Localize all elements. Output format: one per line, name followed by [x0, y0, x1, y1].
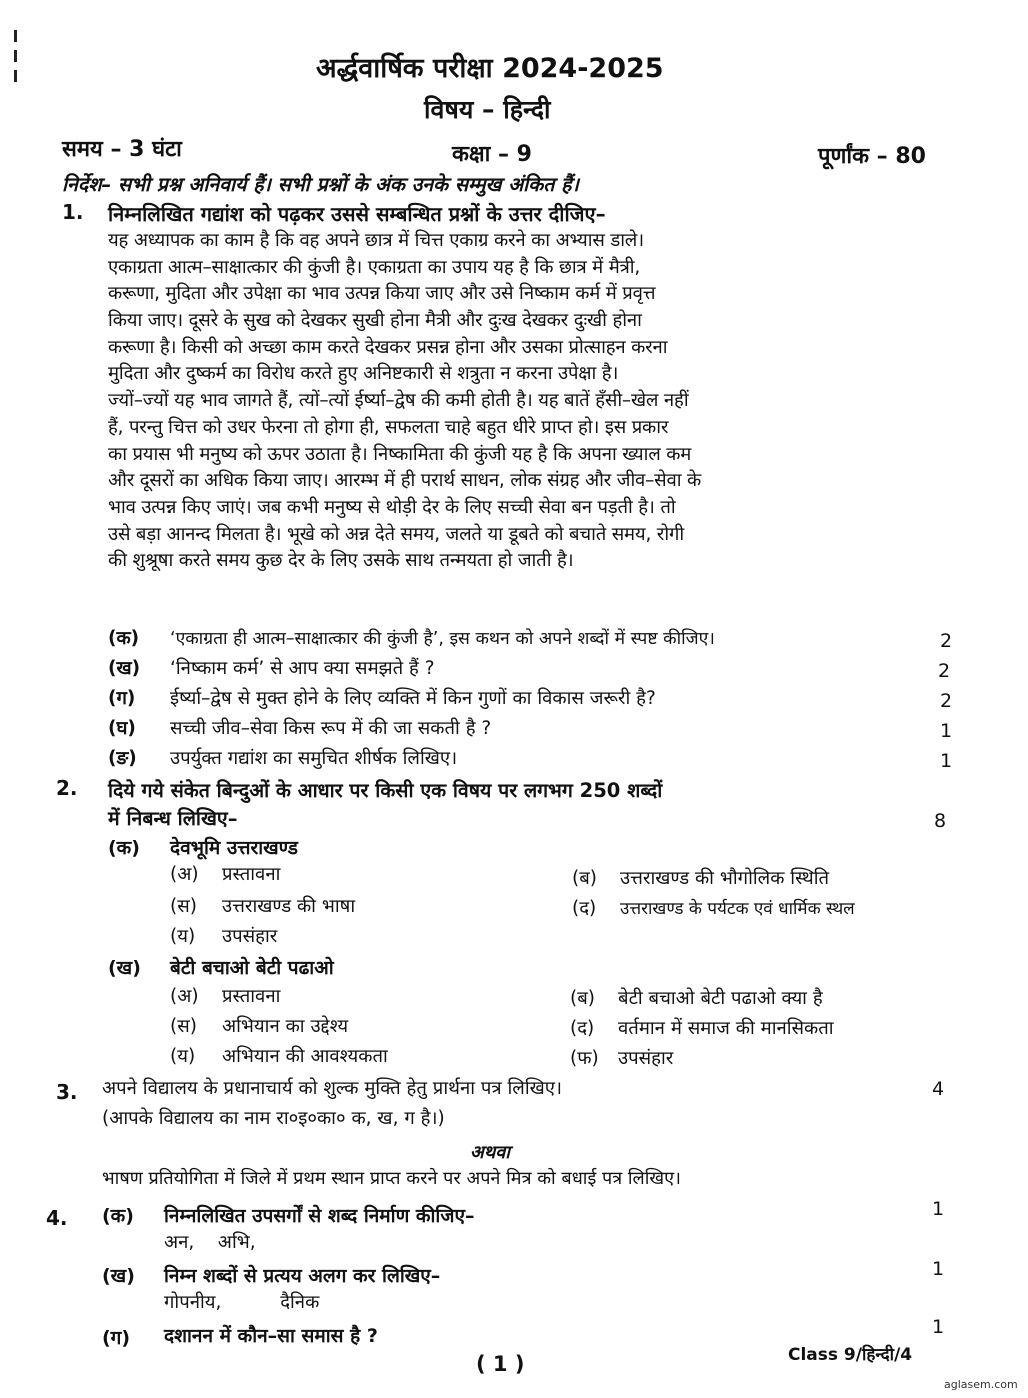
point-text: बेटी बचाओ बेटी पढाओ क्या है	[618, 988, 823, 1009]
q1d-marks: 1	[940, 720, 953, 742]
point-text: अभियान का उद्देश्य	[222, 1016, 349, 1037]
passage-line: करूणा, मुदिता और उपेक्षा का भाव उत्पन्न किया जाए और उसे निष्काम कर्म में प्रवृत्त	[108, 283, 656, 305]
q2-topic-a-label: (क)	[108, 837, 140, 859]
paper-code: Class 9/हिन्दी/4	[788, 1345, 913, 1365]
point-label: (फ)	[570, 1048, 599, 1069]
q2-number: 2.	[56, 776, 78, 800]
q4a-label: (क)	[102, 1205, 134, 1227]
point-label: (ब)	[570, 988, 595, 1009]
q4b-label: (ख)	[102, 1265, 135, 1287]
point-label: (य)	[170, 1046, 196, 1067]
point-label: (द)	[572, 898, 597, 919]
passage-line: हैं, परन्तु चित्त को उधर फेरना तो होगा ही, सफलता चाहे बहुत धीरे प्राप्त हो। इस प्रकार	[108, 416, 669, 438]
q3-text: अपने विद्यालय के प्रधानाचार्य को शुल्क मुक्ति हेतु प्रार्थना पत्र लिखिए।	[102, 1078, 562, 1099]
q1b-label: (ख)	[108, 658, 141, 679]
q2-topic-b-label: (ख)	[108, 957, 141, 979]
q4b-text: निम्न शब्दों से प्रत्यय अलग कर लिखिए–	[164, 1265, 441, 1287]
q4a-words: अन, अभि,	[164, 1232, 256, 1253]
q1c-label: (ग)	[108, 688, 136, 709]
q2-heading-cont: में निबन्ध लिखिए–	[108, 807, 238, 830]
passage-line: भाव उत्पन्न किए जाएं। जब कभी मनुष्य से थोड़ी देर के लिए सच्ची सेवा बन पड़ती है। तो	[108, 496, 676, 518]
q3-marks: 4	[932, 1078, 945, 1100]
watermark-site: aglasem.com	[944, 1378, 1018, 1391]
q2-topic-b-title: बेटी बचाओ बेटी पढाओ	[170, 957, 334, 979]
q4c-label: (ग)	[102, 1327, 131, 1349]
q1e-label: (ङ)	[108, 748, 137, 769]
point-text: अभियान की आवश्यकता	[222, 1046, 388, 1067]
q2-heading: दिये गये संकेत बिन्दुओं के आधार पर किसी एक विषय पर लगभग 250 शब्दों	[108, 779, 663, 802]
subject-title: विषय – हिन्दी	[424, 95, 551, 124]
point-text: प्रस्तावना	[222, 864, 281, 885]
point-text: उत्तराखण्ड की भौगोलिक स्थिति	[620, 868, 830, 889]
point-text: प्रस्तावना	[222, 986, 281, 1007]
point-text: उत्तराखण्ड की भाषा	[222, 896, 356, 917]
q3-number: 3.	[56, 1080, 78, 1104]
q1-passage	[108, 228, 973, 575]
point-label: (ब)	[572, 868, 597, 889]
passage-line: ज्यों–ज्यों यह भाव जागते हैं, त्यों–त्यों ईर्ष्या–द्वेष की कमी होती है। यह बातें हँसी–खेल नहीं	[108, 390, 689, 412]
q1-number: 1.	[62, 200, 84, 224]
page-number: ( 1 )	[476, 1352, 525, 1376]
q4b-words: गोपनीय, दैनिक	[164, 1292, 320, 1313]
point-text: उपसंहार	[222, 926, 278, 947]
q3-or: अथवा	[470, 1142, 510, 1163]
passage-line: एकाग्रता आत्म–साक्षात्कार की कुंजी है। एकाग्रता का उपाय यह है कि छात्र में मैत्री,	[108, 256, 641, 278]
time-label: समय – 3 घंटा	[62, 137, 182, 162]
q2-topic-a-title: देवभूमि उत्तराखण्ड	[170, 837, 298, 859]
passage-line: मुदिता और दुष्कर्म का विरोध करते हुए अनिष्टकारी से शत्रुता न करना उपेक्षा है।	[108, 363, 619, 385]
q1b-marks: 2	[938, 660, 951, 682]
passage-line: करूणा है। किसी को अच्छा काम करते देखकर प्रसन्न होना और उसका प्रोत्साहन करना	[108, 336, 668, 358]
q1e-marks: 1	[940, 750, 953, 772]
point-label: (य)	[170, 926, 196, 947]
q3-alternative: भाषण प्रतियोगिता में जिले में प्रथम स्थान प्राप्त करने पर अपने मित्र को बधाई पत्र लिखिए।	[102, 1168, 681, 1189]
q4c-text: दशानन में कौन–सा समास है ?	[164, 1325, 378, 1347]
point-label: (द)	[570, 1018, 595, 1039]
total-marks-label: पूर्णांक – 80	[818, 144, 926, 169]
passage-line: किया जाए। दूसरे के सुख को देखकर सुखी होना मैत्री और दुःख देखकर दुःखी होना	[108, 310, 642, 332]
q1a-label: (क)	[108, 628, 140, 649]
point-label: (स)	[170, 1016, 197, 1037]
point-text: उत्तराखण्ड के पर्यटक एवं धार्मिक स्थल	[620, 899, 855, 919]
q3-note: (आपके विद्यालय का नाम रा०इ०का० क, ख, ग है।)	[102, 1108, 445, 1129]
q1a-marks: 2	[940, 630, 953, 652]
q1b-text: ‘निष्काम कर्म’ से आप क्या समझते हैं ?	[170, 658, 435, 679]
punch-marks	[14, 30, 17, 100]
q1e-text: उपर्युक्त गद्यांश का समुचित शीर्षक लिखिए।	[170, 748, 458, 769]
point-text: वर्तमान में समाज की मानसिकता	[618, 1018, 834, 1039]
q4-number: 4.	[46, 1206, 68, 1230]
point-text: उपसंहार	[618, 1048, 674, 1069]
q1c-text: ईर्ष्या–द्वेष से मुक्त होने के लिए व्यक्ति में किन गुणों का विकास जरूरी है?	[170, 688, 656, 709]
point-label: (स)	[170, 896, 197, 917]
instructions: निर्देश– सभी प्रश्न अनिवार्य हैं। सभी प्रश्नों के अंक उनके सम्मुख अंकित हैं।	[62, 173, 579, 196]
passage-line: यह अध्यापक का काम है कि वह अपने छात्र में चित्त एकाग्र करने का अभ्यास डाले।	[108, 230, 644, 251]
q1a-text: ‘एकाग्रता ही आत्म–साक्षात्कार की कुंजी है’, इस कथन को अपने शब्दों में स्पष्ट कीजिए।	[170, 629, 715, 649]
passage-line: और दूसरों का अधिक किया जाए। आरम्भ में ही परार्थ साधन, लोक संग्रह और जीव–सेवा के	[108, 470, 702, 492]
passage-line: उसे बड़ा आनन्द मिलता है। भूखे को अन्न देते समय, जलते या डूबते को बचाते समय, रोगी	[108, 523, 684, 545]
class-label: कक्षा – 9	[452, 142, 532, 167]
exam-title: अर्द्धवार्षिक परीक्षा 2024-2025	[316, 53, 664, 84]
point-label: (अ)	[170, 986, 199, 1007]
point-label: (अ)	[170, 864, 199, 885]
q2-marks: 8	[934, 810, 947, 832]
q4a-marks: 1	[932, 1198, 945, 1220]
q1c-marks: 2	[940, 690, 953, 712]
q1d-text: सच्ची जीव–सेवा किस रूप में की जा सकती है ?	[170, 718, 492, 739]
q4b-marks: 1	[932, 1258, 945, 1280]
q4c-marks: 1	[932, 1316, 945, 1338]
q1d-label: (घ)	[108, 718, 136, 739]
q1-heading: निम्नलिखित गद्यांश को पढ़कर उससे सम्बन्धित प्रश्नों के उत्तर दीजिए–	[108, 202, 606, 226]
passage-line: की शुश्रूषा करते समय कुछ देर के लिए उसके साथ तन्मयता हो जाती है।	[108, 550, 574, 572]
q4a-text: निम्नलिखित उपसर्गों से शब्द निर्माण कीजिए–	[164, 1205, 475, 1227]
passage-line: का प्रयास भी मनुष्य को ऊपर उठाता है। निष्कामिता की कुंजी यह है कि अपना ख्याल कम	[108, 443, 692, 465]
